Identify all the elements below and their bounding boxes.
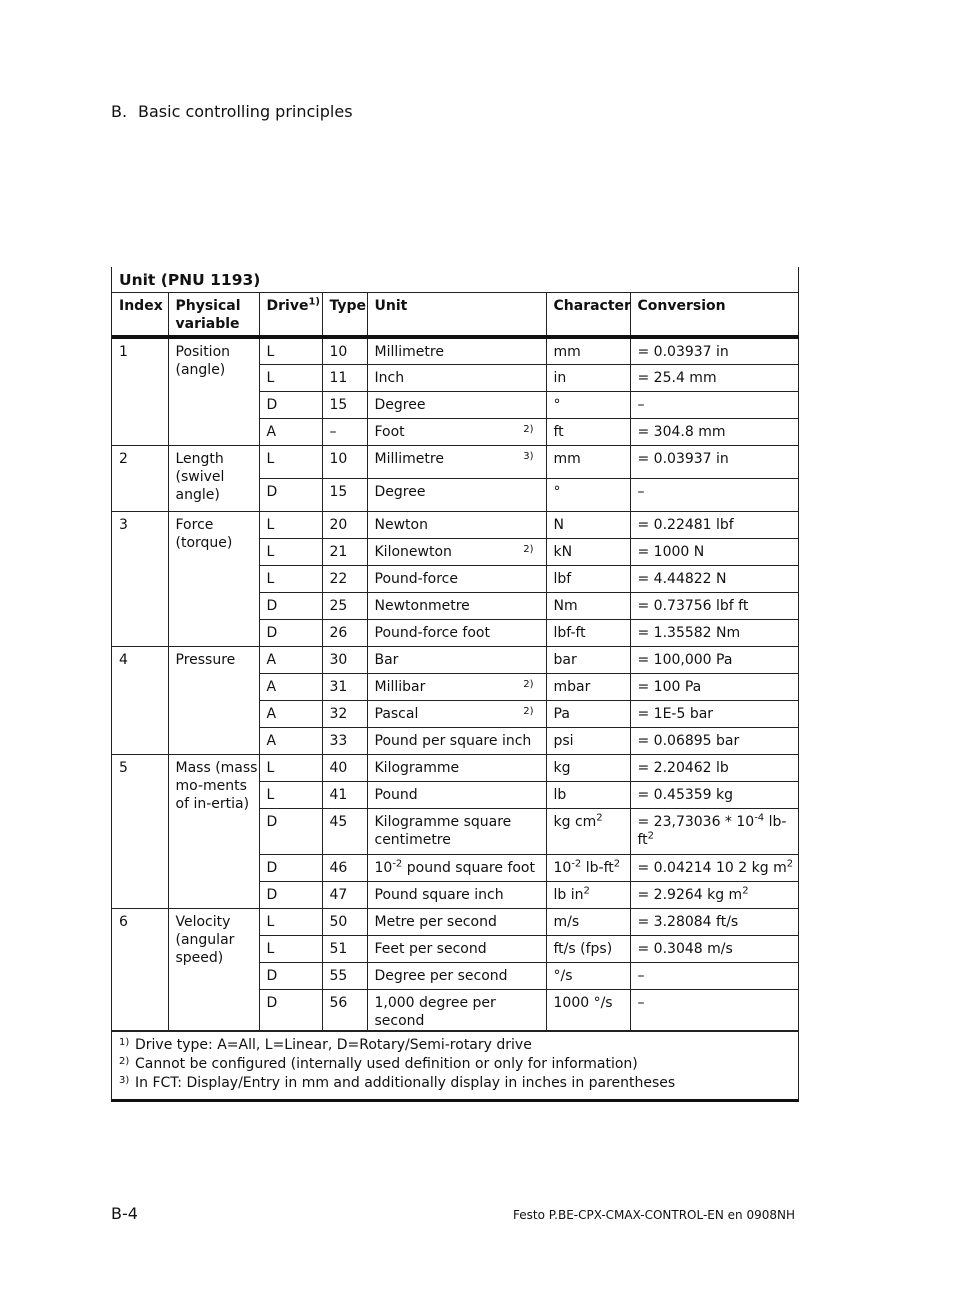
type-cell: 26 bbox=[322, 619, 367, 646]
drive-cell: L bbox=[259, 538, 322, 565]
conversion-text: – bbox=[637, 967, 645, 984]
unit-table bbox=[111, 267, 799, 1102]
unit-footnote-mark: 2) bbox=[523, 678, 534, 690]
conversion-text: = 1E-5 bar bbox=[637, 705, 714, 722]
character-cell bbox=[546, 445, 630, 478]
conversion-cell bbox=[630, 478, 799, 511]
unit-footnote-mark: 3) bbox=[523, 450, 534, 462]
character-text: lbf bbox=[553, 570, 572, 587]
conversion-text: = 0.73756 lbf ft bbox=[637, 597, 749, 614]
character-text: psi bbox=[553, 732, 574, 749]
unit-text: Kilonewton bbox=[374, 543, 452, 560]
index-cell: 2 bbox=[112, 445, 168, 511]
unit-text: Metre per second bbox=[374, 913, 497, 930]
type-cell: 25 bbox=[322, 592, 367, 619]
unit-text: Millimetre bbox=[374, 450, 444, 467]
character-cell bbox=[546, 418, 630, 445]
unit-text: Pound per square inch bbox=[374, 732, 532, 749]
document-id: Festo P.BE-CPX-CMAX-CONTROL-EN en 0908NH bbox=[513, 1208, 795, 1222]
character-text: ft bbox=[553, 423, 564, 440]
unit-cell bbox=[367, 673, 546, 700]
character-cell bbox=[546, 989, 630, 1030]
conversion-tail: lb-ft bbox=[637, 813, 787, 848]
drive-cell: A bbox=[259, 418, 322, 445]
index-cell: 6 bbox=[112, 908, 168, 1030]
unit-footnote-mark: 2) bbox=[523, 423, 534, 435]
conversion-text: = 304.8 mm bbox=[637, 423, 726, 440]
character-superscript: 2 bbox=[596, 811, 603, 823]
type-cell: 51 bbox=[322, 935, 367, 962]
type-cell: 41 bbox=[322, 781, 367, 808]
type-cell: 15 bbox=[322, 391, 367, 418]
unit-cell bbox=[367, 854, 546, 881]
conversion-text: = 23,73036 * 10 bbox=[637, 813, 755, 830]
unit-cell bbox=[367, 935, 546, 962]
conversion-cell bbox=[630, 337, 799, 364]
table-row bbox=[112, 754, 799, 781]
conversion-text: – bbox=[637, 396, 645, 413]
type-cell: 31 bbox=[322, 673, 367, 700]
footnote-text: Drive type: A=All, L=Linear, D=Rotary/Semi-rotary drive bbox=[135, 1036, 532, 1053]
type-cell: 30 bbox=[322, 646, 367, 673]
unit-text: 1,000 degree per second bbox=[374, 994, 496, 1029]
conversion-cell bbox=[630, 646, 799, 673]
type-cell: 55 bbox=[322, 962, 367, 989]
character-text: lbf-ft bbox=[553, 624, 586, 641]
character-cell bbox=[546, 391, 630, 418]
unit-grid bbox=[112, 293, 799, 1031]
unit-superscript: -2 bbox=[392, 857, 403, 869]
unit-cell bbox=[367, 754, 546, 781]
conversion-cell bbox=[630, 592, 799, 619]
conversion-text: = 0.3048 m/s bbox=[637, 940, 733, 957]
character-text: mbar bbox=[553, 678, 591, 695]
index-cell: 5 bbox=[112, 754, 168, 908]
character-cell bbox=[546, 808, 630, 854]
conversion-cell bbox=[630, 673, 799, 700]
conversion-text: = 3.28084 ft/s bbox=[637, 913, 739, 930]
unit-text: Feet per second bbox=[374, 940, 487, 957]
character-cell bbox=[546, 337, 630, 364]
table-row bbox=[112, 511, 799, 538]
character-text: kN bbox=[553, 543, 573, 560]
table-row bbox=[112, 445, 799, 478]
drive-cell: D bbox=[259, 391, 322, 418]
physical-variable-cell: Force (torque) bbox=[168, 511, 259, 646]
type-cell: 10 bbox=[322, 337, 367, 364]
unit-text: Pound bbox=[374, 786, 418, 803]
character-text: mm bbox=[553, 344, 581, 360]
character-cell bbox=[546, 478, 630, 511]
character-cell bbox=[546, 673, 630, 700]
unit-text: Foot bbox=[374, 423, 405, 440]
drive-cell: D bbox=[259, 619, 322, 646]
conversion-cell bbox=[630, 418, 799, 445]
character-prefix: 10 bbox=[553, 859, 572, 876]
unit-text: Newtonmetre bbox=[374, 597, 470, 614]
drive-cell: L bbox=[259, 781, 322, 808]
unit-cell bbox=[367, 619, 546, 646]
footnote bbox=[119, 1074, 791, 1093]
type-cell: 22 bbox=[322, 565, 367, 592]
character-text: ° bbox=[553, 483, 561, 500]
unit-text: Millimetre bbox=[374, 344, 444, 360]
type-cell: 33 bbox=[322, 727, 367, 754]
drive-footnote-mark: 1) bbox=[308, 296, 320, 308]
character-cell bbox=[546, 854, 630, 881]
character-text: Pa bbox=[553, 705, 570, 722]
drive-cell: D bbox=[259, 962, 322, 989]
unit-cell bbox=[367, 478, 546, 511]
character-superscript: 2 bbox=[613, 857, 621, 869]
conversion-cell bbox=[630, 538, 799, 565]
character-cell bbox=[546, 511, 630, 538]
conversion-text: = 1.35582 Nm bbox=[637, 624, 741, 641]
table-title: Unit (PNU 1193) bbox=[112, 267, 798, 293]
character-text: ° bbox=[553, 396, 561, 413]
conversion-text: = 1000 N bbox=[637, 543, 705, 560]
unit-text: Kilogramme square centimetre bbox=[374, 813, 512, 848]
conversion-cell bbox=[630, 364, 799, 391]
conversion-cell bbox=[630, 727, 799, 754]
unit-cell bbox=[367, 908, 546, 935]
type-cell: – bbox=[322, 418, 367, 445]
conversion-text: = 2.20462 lb bbox=[637, 759, 729, 776]
drive-cell: A bbox=[259, 673, 322, 700]
drive-cell: D bbox=[259, 478, 322, 511]
unit-footnote-mark: 2) bbox=[523, 543, 534, 555]
unit-text: Pound-force bbox=[374, 570, 458, 587]
character-text: °/s bbox=[553, 967, 573, 984]
table-row bbox=[112, 646, 799, 673]
character-text: in bbox=[553, 369, 567, 386]
unit-cell bbox=[367, 646, 546, 673]
unit-cell bbox=[367, 962, 546, 989]
section-title: Basic controlling principles bbox=[138, 102, 353, 121]
unit-cell bbox=[367, 511, 546, 538]
footnote-text: Cannot be configured (internally used definition or only for information) bbox=[135, 1055, 638, 1072]
conversion-text: = 2.9264 kg m bbox=[637, 886, 743, 903]
character-text: kg bbox=[553, 759, 571, 776]
conversion-text: = 4.44822 N bbox=[637, 570, 727, 587]
footnote-mark: 3) bbox=[119, 1074, 130, 1086]
conversion-text: = 0.04214 10 2 kg m bbox=[637, 859, 787, 876]
character-cell bbox=[546, 700, 630, 727]
col-drive: Drive$^{1)}$ bbox=[259, 293, 322, 337]
drive-cell: D bbox=[259, 989, 322, 1030]
footnote-mark: 2) bbox=[119, 1055, 130, 1067]
conversion-cell bbox=[630, 700, 799, 727]
type-cell: 47 bbox=[322, 881, 367, 908]
physical-variable-cell: Length (swivel angle) bbox=[168, 445, 259, 511]
drive-cell: L bbox=[259, 364, 322, 391]
unit-cell bbox=[367, 337, 546, 364]
character-cell bbox=[546, 781, 630, 808]
conversion-text: = 100,000 Pa bbox=[637, 651, 733, 668]
footnotes bbox=[112, 1031, 798, 1099]
drive-cell: D bbox=[259, 808, 322, 854]
drive-cell: D bbox=[259, 881, 322, 908]
character-text: N bbox=[553, 516, 564, 533]
conversion-cell bbox=[630, 754, 799, 781]
type-cell: 56 bbox=[322, 989, 367, 1030]
conversion-text: = 100 Pa bbox=[637, 678, 702, 695]
character-cell bbox=[546, 727, 630, 754]
conversion-superscript-2: 2 bbox=[786, 857, 794, 869]
drive-cell: L bbox=[259, 754, 322, 781]
drive-cell: D bbox=[259, 854, 322, 881]
unit-cell bbox=[367, 881, 546, 908]
type-cell: 50 bbox=[322, 908, 367, 935]
unit-cell bbox=[367, 592, 546, 619]
conversion-cell bbox=[630, 619, 799, 646]
col-index: Index bbox=[112, 293, 168, 337]
type-cell: 15 bbox=[322, 478, 367, 511]
footnote-text: In FCT: Display/Entry in mm and additionally display in inches in parentheses bbox=[135, 1074, 676, 1091]
conversion-text: = 25.4 mm bbox=[637, 369, 717, 386]
conversion-cell bbox=[630, 962, 799, 989]
character-cell bbox=[546, 538, 630, 565]
unit-cell bbox=[367, 808, 546, 854]
col-type: Type bbox=[322, 293, 367, 337]
footnote-mark: 1) bbox=[119, 1036, 130, 1048]
conversion-cell bbox=[630, 808, 799, 854]
drive-cell: L bbox=[259, 511, 322, 538]
unit-cell bbox=[367, 418, 546, 445]
unit-text: Newton bbox=[374, 516, 428, 533]
character-text: ft/s (fps) bbox=[553, 940, 613, 957]
drive-cell: A bbox=[259, 700, 322, 727]
unit-cell bbox=[367, 781, 546, 808]
type-cell: 20 bbox=[322, 511, 367, 538]
unit-prefix: 10 bbox=[374, 859, 393, 876]
col-conversion: Conversion bbox=[630, 293, 799, 337]
type-cell: 32 bbox=[322, 700, 367, 727]
conversion-cell bbox=[630, 445, 799, 478]
index-cell: 4 bbox=[112, 646, 168, 754]
col-unit: Unit bbox=[367, 293, 546, 337]
character-text: lb in bbox=[553, 886, 584, 903]
drive-cell: L bbox=[259, 935, 322, 962]
unit-footnote-mark: 2) bbox=[523, 705, 534, 717]
drive-cell: A bbox=[259, 727, 322, 754]
character-text: lb-ft bbox=[581, 859, 614, 876]
character-cell bbox=[546, 881, 630, 908]
type-cell: 10 bbox=[322, 445, 367, 478]
character-cell bbox=[546, 908, 630, 935]
character-cell bbox=[546, 565, 630, 592]
physical-variable-cell: Velocity (angular speed) bbox=[168, 908, 259, 1030]
physical-variable-cell: Pressure bbox=[168, 646, 259, 754]
unit-text: Pascal bbox=[374, 705, 419, 722]
character-text: Nm bbox=[553, 597, 578, 614]
character-text: m/s bbox=[553, 913, 580, 930]
character-cell bbox=[546, 592, 630, 619]
conversion-cell bbox=[630, 781, 799, 808]
type-cell: 40 bbox=[322, 754, 367, 781]
unit-text: Inch bbox=[374, 369, 405, 386]
header-row bbox=[112, 293, 799, 337]
drive-cell: D bbox=[259, 592, 322, 619]
character-cell bbox=[546, 646, 630, 673]
unit-text: Millibar bbox=[374, 678, 426, 695]
unit-text: Bar bbox=[374, 651, 399, 668]
physical-variable-cell: Position (angle) bbox=[168, 337, 259, 445]
conversion-superscript: -4 bbox=[754, 811, 765, 823]
unit-cell bbox=[367, 538, 546, 565]
conversion-text: – bbox=[637, 994, 645, 1011]
unit-cell bbox=[367, 445, 546, 478]
type-cell: 45 bbox=[322, 808, 367, 854]
character-cell bbox=[546, 935, 630, 962]
conversion-text: = 0.06895 bar bbox=[637, 732, 740, 749]
unit-cell bbox=[367, 700, 546, 727]
character-text: kg cm bbox=[553, 813, 597, 830]
character-text: 1000 °/s bbox=[553, 994, 613, 1011]
character-cell bbox=[546, 619, 630, 646]
index-cell: 3 bbox=[112, 511, 168, 646]
type-cell: 11 bbox=[322, 364, 367, 391]
conversion-text: = 0.03937 in bbox=[637, 450, 729, 467]
col-physical-variable: Physical variable bbox=[168, 293, 259, 337]
unit-cell bbox=[367, 989, 546, 1030]
unit-cell bbox=[367, 727, 546, 754]
character-cell bbox=[546, 364, 630, 391]
unit-text: Kilogramme bbox=[374, 759, 460, 776]
drive-cell: L bbox=[259, 337, 322, 364]
index-cell: 1 bbox=[112, 337, 168, 445]
conversion-cell bbox=[630, 881, 799, 908]
conversion-text: – bbox=[637, 483, 645, 500]
page-number: B-4 bbox=[111, 1204, 138, 1223]
footnote bbox=[119, 1055, 791, 1074]
col-character: Character bbox=[546, 293, 630, 337]
character-cell bbox=[546, 962, 630, 989]
section-header bbox=[111, 102, 353, 121]
drive-cell: L bbox=[259, 565, 322, 592]
conversion-cell bbox=[630, 989, 799, 1030]
conversion-cell bbox=[630, 908, 799, 935]
unit-cell bbox=[367, 391, 546, 418]
drive-cell: L bbox=[259, 445, 322, 478]
table-row bbox=[112, 908, 799, 935]
unit-cell bbox=[367, 364, 546, 391]
drive-cell: L bbox=[259, 908, 322, 935]
type-cell: 21 bbox=[322, 538, 367, 565]
character-prefix-superscript: -2 bbox=[571, 857, 582, 869]
physical-variable-cell: Mass (mass mo-ments of in-ertia) bbox=[168, 754, 259, 908]
conversion-cell bbox=[630, 511, 799, 538]
conversion-cell bbox=[630, 935, 799, 962]
unit-text: Pound square inch bbox=[374, 886, 504, 903]
unit-text: Degree per second bbox=[374, 967, 508, 984]
character-text: bar bbox=[553, 651, 577, 668]
unit-cell bbox=[367, 565, 546, 592]
type-cell: 46 bbox=[322, 854, 367, 881]
unit-text: Degree bbox=[374, 483, 426, 500]
section-letter: B. bbox=[111, 102, 128, 121]
conversion-cell bbox=[630, 391, 799, 418]
character-text: mm bbox=[553, 450, 581, 467]
drive-cell: A bbox=[259, 646, 322, 673]
conversion-text: = 0.22481 lbf bbox=[637, 516, 734, 533]
footnote bbox=[119, 1036, 791, 1055]
unit-text: Pound-force foot bbox=[374, 624, 490, 641]
unit-text: pound square foot bbox=[402, 859, 535, 876]
conversion-text: = 0.03937 in bbox=[637, 344, 729, 360]
conversion-superscript-2: 2 bbox=[647, 829, 655, 841]
conversion-cell bbox=[630, 854, 799, 881]
character-text: lb bbox=[553, 786, 567, 803]
table-row bbox=[112, 337, 799, 364]
conversion-superscript-2: 2 bbox=[742, 884, 749, 896]
conversion-text: = 0.45359 kg bbox=[637, 786, 734, 803]
character-superscript: 2 bbox=[583, 884, 590, 896]
character-cell bbox=[546, 754, 630, 781]
unit-text: Degree bbox=[374, 396, 426, 413]
conversion-cell bbox=[630, 565, 799, 592]
